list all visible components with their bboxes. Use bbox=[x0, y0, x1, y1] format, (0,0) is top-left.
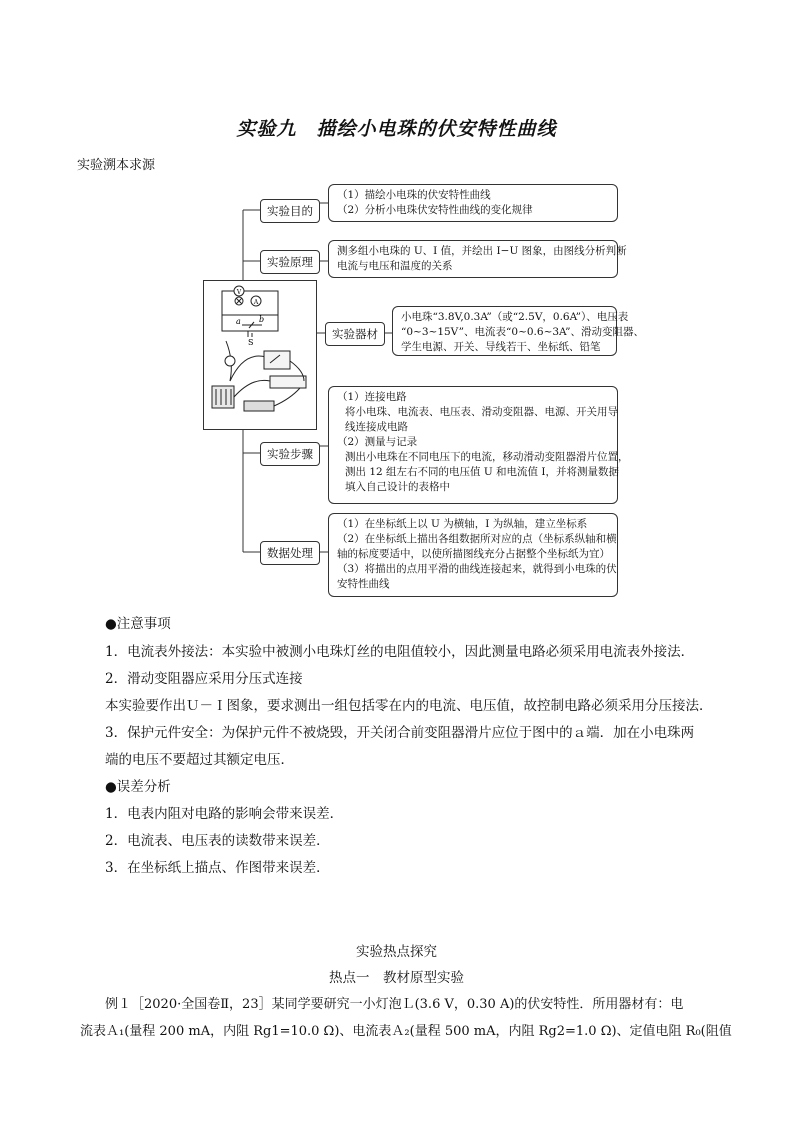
hot-heading: 实验热点探究 bbox=[356, 944, 437, 960]
box-line: （1）描绘小电珠的伏安特性曲线 bbox=[337, 189, 491, 201]
node-box-principle bbox=[328, 240, 627, 278]
node-box-data bbox=[328, 513, 618, 597]
node-box-purpose bbox=[328, 184, 618, 222]
box-line: 轴的标度要适中，以使所描图线充分占据整个坐标纸为宜） bbox=[337, 548, 610, 560]
rheostat-end-b: b bbox=[259, 315, 265, 324]
box-line: 将小电珠、电流表、电压表、滑动变阻器、电源、开关用导 bbox=[345, 406, 618, 418]
box-line: “0~3~15V”、电流表“0~0.6~3A”、滑动变阻器、 bbox=[401, 326, 644, 338]
box-line: 测多组小电珠的 U、I 值，并绘出 I−U 图象，由图线分析判断 bbox=[337, 245, 627, 257]
box-line: （3）将描出的点用平滑的曲线连接起来，就得到小电珠的伏 bbox=[337, 563, 617, 575]
box-line: 线连接成电路 bbox=[345, 421, 408, 433]
node-label-purpose: 实验目的 bbox=[260, 199, 320, 223]
node-label-principle: 实验原理 bbox=[260, 250, 320, 274]
box-line: 测出小电珠在不同电压下的电流，移动滑动变阻器滑片位置， bbox=[345, 451, 629, 463]
node-label-equipment: 实验器材 bbox=[325, 322, 385, 346]
switch-label: S bbox=[248, 338, 254, 347]
box-line: 电流与电压和温度的关系 bbox=[337, 260, 453, 272]
note-item: 3．保护元件安全：为保护元件不被烧毁，开关闭合前变阻器滑片应位于图中的ａ端．加在小电珠两 bbox=[105, 725, 695, 741]
example-line: 流表Ａ₁(量程 200 mA，内阻 Rg1=10.0 Ω)、电流表Ａ₂(量程 500 mA，内阻 Rg2=1.0 Ω)、定值电阻 R₀(阻值 bbox=[80, 1024, 732, 1039]
voltmeter-label: V bbox=[236, 289, 242, 296]
note-item: 2．滑动变阻器应采用分压式连接 bbox=[105, 671, 303, 687]
node-label-data: 数据处理 bbox=[260, 541, 320, 565]
section-label: 实验溯本求源 bbox=[77, 158, 156, 173]
box-line: （1）在坐标纸上以 U 为横轴，I 为纵轴，建立坐标系 bbox=[337, 518, 588, 530]
box-line: 学生电源、开关、导线若干、坐标纸、铅笔 bbox=[401, 341, 601, 353]
circuit-illustration bbox=[203, 280, 317, 430]
example-line: 例１［2020·全国卷Ⅱ，23］某同学要研究一小灯泡Ｌ(3.6 V，0.30 A)的伏安特性．所用器材有：电 bbox=[105, 997, 684, 1012]
box-line: （2）测量与记录 bbox=[337, 436, 418, 448]
box-line: （2）在坐标纸上描出各组数据所对应的点（坐标系纵轴和横 bbox=[337, 533, 617, 545]
note-item: 端的电压不要超过其额定电压． bbox=[105, 752, 294, 768]
circuit-drawing bbox=[204, 281, 316, 429]
notes-heading: ●注意事项 bbox=[105, 616, 171, 632]
ammeter-label: A bbox=[253, 299, 259, 306]
box-line: 填入自己设计的表格中 bbox=[345, 481, 450, 493]
node-box-steps bbox=[328, 386, 629, 504]
note-item: 本实验要作出Ｕ－Ｉ图象，要求测出一组包括零在内的电流、电压值，故控制电路必须采用分压接法． bbox=[105, 698, 713, 714]
box-line: （2）分析小电珠伏安特性曲线的变化规律 bbox=[337, 204, 533, 216]
error-item: 2．电流表、电压表的读数带来误差． bbox=[105, 833, 330, 849]
hot-subheading: 热点一 教材原型实验 bbox=[329, 970, 464, 986]
error-item: 1．电表内阻对电路的影响会带来误差． bbox=[105, 806, 344, 822]
note-item: 1．电流表外接法：本实验中被测小电珠灯丝的电阻值较小，因此测量电路必须采用电流表外接法． bbox=[105, 644, 695, 660]
error-item: 3．在坐标纸上描点、作图带来误差． bbox=[105, 860, 330, 876]
box-line: 测出 12 组左右不同的电压值 U 和电流值 I，并将测量数据 bbox=[345, 466, 620, 478]
errors-heading: ●误差分析 bbox=[105, 779, 171, 795]
node-label-steps: 实验步骤 bbox=[260, 442, 320, 466]
box-line: 小电珠“3.8V,0.3A”（或“2.5V，0.6A”）、电压表 bbox=[401, 311, 629, 323]
box-line: 安特性曲线 bbox=[337, 578, 390, 590]
page-title: 实验九 描绘小电珠的伏安特性曲线 bbox=[236, 118, 557, 140]
node-box-equipment bbox=[392, 306, 644, 356]
rheostat-end-a: a bbox=[236, 317, 241, 326]
box-line: （1）连接电路 bbox=[337, 391, 407, 403]
